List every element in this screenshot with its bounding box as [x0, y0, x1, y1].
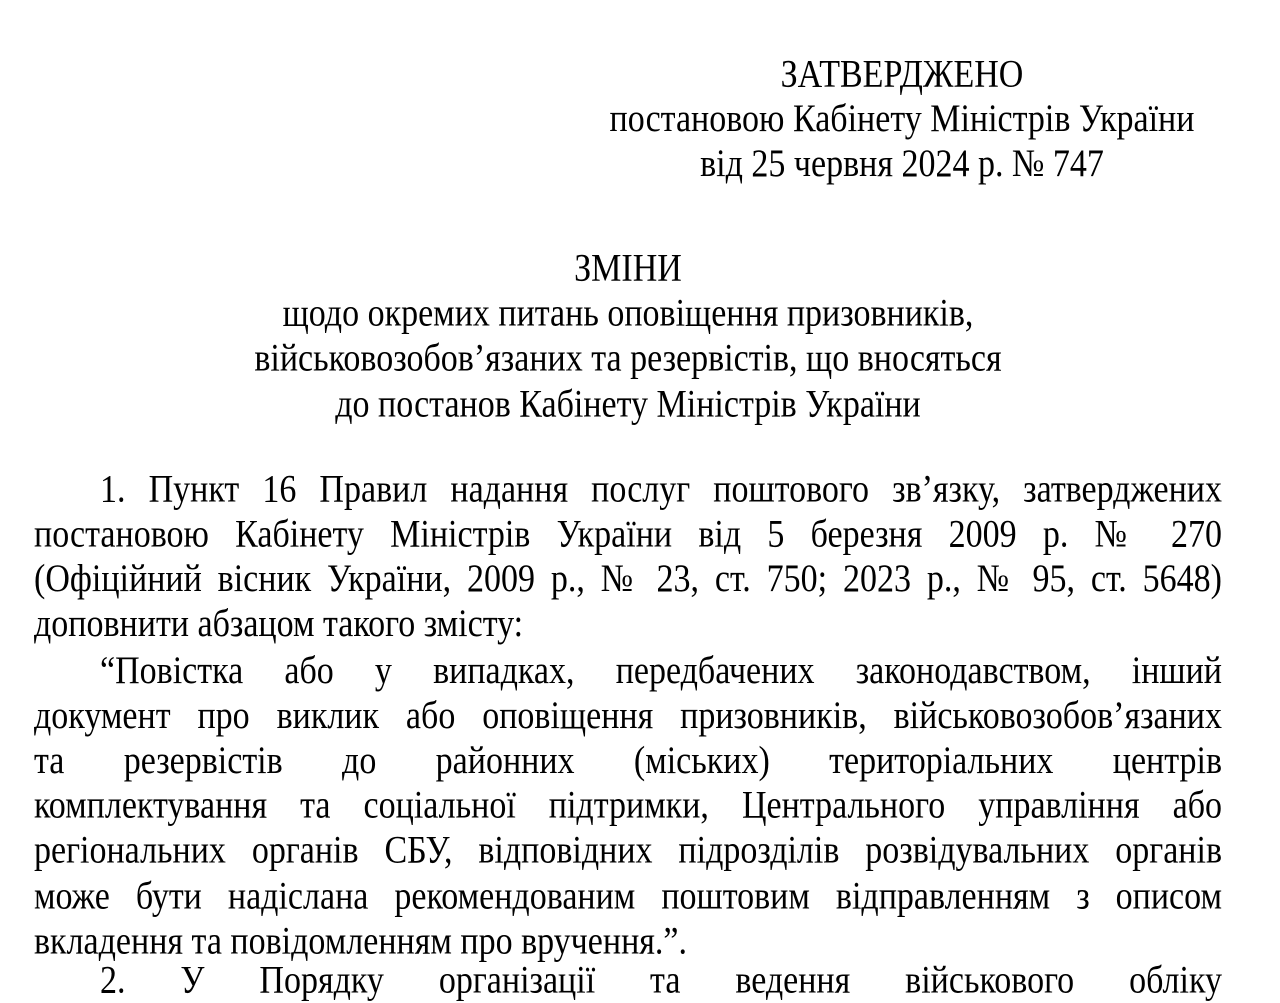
approval-line: ЗАТВЕРДЖЕНО — [780, 52, 1024, 96]
clipped-text-line: 2. У Порядку організації та ведення військового обліку — [100, 959, 1222, 1002]
subtitle-line: військовозобов’язаних та резервістів, що вносяться — [254, 337, 1002, 381]
text-line: документ про виклик або оповіщення призовників, військовозобов’язаних — [34, 694, 1222, 738]
text-line: 1. Пункт 16 Правил надання послуг поштового зв’язку, затверджених — [100, 467, 1222, 511]
text-line: може бути надіслана рекомендованим поштовим відправленням з описом — [34, 874, 1222, 918]
approval-block — [582, 52, 1222, 187]
text-line: комплектування та соціальної підтримки, Центрального управління або — [34, 784, 1222, 828]
text-line: та резервістів до районних (міських) територіальних центрів — [34, 739, 1222, 783]
body-paragraph-2 — [34, 649, 1222, 964]
text-line: (Офіційний вісник України, 2009 р., № 23, ст. 750; 2023 р., № 95, ст. 5648) — [34, 557, 1222, 601]
text-line: “Повістка або у випадках, передбачених законодавством, інший — [100, 649, 1222, 693]
subtitle-line: щодо окремих питань оповіщення призовників, — [282, 292, 974, 336]
title-block — [34, 246, 1222, 426]
text-line: доповнити абзацом такого змісту: — [34, 602, 524, 646]
text-line: вкладення та повідомленням про вручення.”. — [34, 919, 687, 963]
text-line: регіональних органів СБУ, відповідних підрозділів розвідувальних органів — [34, 829, 1222, 873]
body-paragraph-1 — [34, 467, 1222, 647]
text-line: постановою Кабінету Міністрів України від 5 березня 2009 р. № 270 — [34, 512, 1222, 556]
subtitle-line: до постанов Кабінету Міністрів України — [335, 382, 921, 425]
approval-line: від 25 червня 2024 р. № 747 — [700, 142, 1104, 186]
approval-line: постановою Кабінету Міністрів України — [609, 97, 1195, 141]
body-paragraph-3-clipped — [34, 958, 1222, 1003]
changes-heading: ЗМІНИ — [574, 247, 682, 291]
